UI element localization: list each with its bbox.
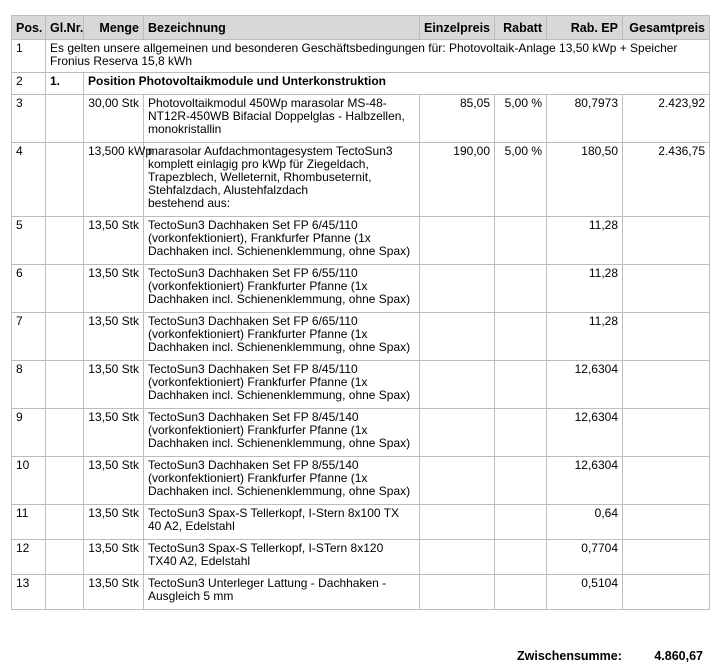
cell-gesamtpreis bbox=[623, 409, 710, 457]
cell-bezeichnung: Photovoltaikmodul 450Wp marasolar MS-48- NT12R-450WB Bifacial Doppelglas - Halbzellen, monokristallin bbox=[144, 95, 420, 143]
cell-menge: 13,50 Stk bbox=[84, 217, 144, 265]
header-rab-ep: Rab. EP bbox=[547, 16, 623, 40]
cell-rab-ep: 180,50 bbox=[547, 143, 623, 217]
cell-gesamtpreis bbox=[623, 540, 710, 575]
cell-pos: 5 bbox=[12, 217, 46, 265]
cell-bezeichnung: TectoSun3 Spax-S Tellerkopf, I-Stern 8x100 TX 40 A2, Edelstahl bbox=[144, 505, 420, 540]
header-bezeichnung: Bezeichnung bbox=[144, 16, 420, 40]
cell-rabatt bbox=[495, 457, 547, 505]
cell-glnr bbox=[46, 217, 84, 265]
cell-einzelpreis: 190,00 bbox=[420, 143, 495, 217]
cell-bezeichnung: TectoSun3 Dachhaken Set FP 6/55/110 (vorkonfektioniert) Frankfurter Pfanne (1x Dachhaken incl. Schienenklemmung, ohne Spax) bbox=[144, 265, 420, 313]
cell-gesamtpreis bbox=[623, 361, 710, 409]
cell-gesamtpreis bbox=[623, 575, 710, 610]
cell-menge: 13,500 kWp bbox=[84, 143, 144, 217]
cell-rabatt bbox=[495, 409, 547, 457]
cell-glnr: 1. bbox=[46, 73, 84, 95]
cell-glnr bbox=[46, 361, 84, 409]
header-einzelpreis: Einzelpreis bbox=[420, 16, 495, 40]
cell-rab-ep: 12,6304 bbox=[547, 409, 623, 457]
cell-einzelpreis bbox=[420, 575, 495, 610]
table-row bbox=[12, 409, 710, 457]
cell-rabatt bbox=[495, 575, 547, 610]
cell-rab-ep: 11,28 bbox=[547, 265, 623, 313]
cell-bezeichnung: TectoSun3 Unterleger Lattung - Dachhaken - Ausgleich 5 mm bbox=[144, 575, 420, 610]
cell-menge: 13,50 Stk bbox=[84, 575, 144, 610]
cell-bezeichnung: TectoSun3 Dachhaken Set FP 6/65/110 (vorkonfektioniert) Frankfurter Pfanne (1x Dachhaken incl. Schienenklemmung, ohne Spax) bbox=[144, 313, 420, 361]
cell-glnr bbox=[46, 95, 84, 143]
cell-pos: 12 bbox=[12, 540, 46, 575]
cell-rab-ep: 12,6304 bbox=[547, 361, 623, 409]
table-row bbox=[12, 361, 710, 409]
cell-rab-ep: 11,28 bbox=[547, 313, 623, 361]
table-row bbox=[12, 575, 710, 610]
cell-glnr bbox=[46, 313, 84, 361]
cell-glnr bbox=[46, 265, 84, 313]
header-pos: Pos. bbox=[12, 16, 46, 40]
table-header-row bbox=[12, 16, 710, 40]
table-row bbox=[12, 313, 710, 361]
cell-menge: 13,50 Stk bbox=[84, 265, 144, 313]
cell-pos: 8 bbox=[12, 361, 46, 409]
table-row bbox=[12, 265, 710, 313]
table-row bbox=[12, 95, 710, 143]
cell-rabatt bbox=[495, 313, 547, 361]
cell-gesamtpreis bbox=[623, 457, 710, 505]
table-row bbox=[12, 505, 710, 540]
cell-menge: 13,50 Stk bbox=[84, 313, 144, 361]
cell-glnr bbox=[46, 575, 84, 610]
cell-glnr bbox=[46, 143, 84, 217]
cell-gesamtpreis bbox=[623, 313, 710, 361]
cell-rabatt: 5,00 % bbox=[495, 95, 547, 143]
cell-rab-ep: 0,64 bbox=[547, 505, 623, 540]
cell-glnr bbox=[46, 505, 84, 540]
note-row bbox=[12, 40, 710, 73]
cell-menge: 13,50 Stk bbox=[84, 409, 144, 457]
header-glnr: Gl.Nr. bbox=[46, 16, 84, 40]
cell-einzelpreis bbox=[420, 540, 495, 575]
cell-rabatt bbox=[495, 505, 547, 540]
cell-pos: 2 bbox=[12, 73, 46, 95]
cell-pos: 11 bbox=[12, 505, 46, 540]
cell-bezeichnung: TectoSun3 Dachhaken Set FP 6/45/110 (vorkonfektioniert), Frankfurfer Pfanne (1x Dachhaken incl. Schienenklemmung, ohne Spax) bbox=[144, 217, 420, 265]
cell-menge: 13,50 Stk bbox=[84, 505, 144, 540]
cell-gesamtpreis bbox=[623, 217, 710, 265]
cell-bezeichnung: TectoSun3 Dachhaken Set FP 8/55/140 (vorkonfektioniert) Frankfurfer Pfanne (1x Dachhaken incl. Schienenklemmung, ohne Spax) bbox=[144, 457, 420, 505]
cell-rabatt bbox=[495, 265, 547, 313]
section-title: Position Photovoltaikmodule und Unterkonstruktion bbox=[84, 73, 710, 95]
cell-einzelpreis bbox=[420, 409, 495, 457]
subtotal-label: Zwischensumme: bbox=[517, 649, 622, 663]
cell-gesamtpreis bbox=[623, 265, 710, 313]
cell-einzelpreis bbox=[420, 361, 495, 409]
cell-rabatt bbox=[495, 361, 547, 409]
cell-pos: 6 bbox=[12, 265, 46, 313]
cell-pos: 13 bbox=[12, 575, 46, 610]
cell-einzelpreis bbox=[420, 217, 495, 265]
cell-pos: 7 bbox=[12, 313, 46, 361]
cell-rabatt bbox=[495, 540, 547, 575]
cell-rab-ep: 0,5104 bbox=[547, 575, 623, 610]
cell-pos: 10 bbox=[12, 457, 46, 505]
cell-einzelpreis: 85,05 bbox=[420, 95, 495, 143]
cell-einzelpreis bbox=[420, 505, 495, 540]
cell-rabatt: 5,00 % bbox=[495, 143, 547, 217]
line-items-table bbox=[11, 15, 710, 610]
cell-bezeichnung: marasolar Aufdachmontagesystem TectoSun3 komplett einlagig pro kWp für Ziegeldach, Trapezblech, Welleternit, Rhombuseternit, Stehfalzdach, Alustehfalzdach bestehend aus: bbox=[144, 143, 420, 217]
cell-rab-ep: 0,7704 bbox=[547, 540, 623, 575]
cell-menge: 13,50 Stk bbox=[84, 457, 144, 505]
cell-menge: 13,50 Stk bbox=[84, 540, 144, 575]
cell-einzelpreis bbox=[420, 457, 495, 505]
cell-rab-ep: 12,6304 bbox=[547, 457, 623, 505]
cell-gesamtpreis: 2.423,92 bbox=[623, 95, 710, 143]
table-row bbox=[12, 540, 710, 575]
cell-gesamtpreis bbox=[623, 505, 710, 540]
table-row bbox=[12, 143, 710, 217]
cell-rab-ep: 11,28 bbox=[547, 217, 623, 265]
cell-bezeichnung: TectoSun3 Spax-S Tellerkopf, I-STern 8x120 TX40 A2, Edelstahl bbox=[144, 540, 420, 575]
cell-bezeichnung: TectoSun3 Dachhaken Set FP 8/45/140 (vorkonfektioniert) Frankfurfer Pfanne (1x Dachhaken incl. Schienenklemmung, ohne Spax) bbox=[144, 409, 420, 457]
cell-pos: 9 bbox=[12, 409, 46, 457]
subtotal-value: 4.860,67 bbox=[654, 649, 703, 663]
cell-gesamtpreis: 2.436,75 bbox=[623, 143, 710, 217]
table-row bbox=[12, 457, 710, 505]
cell-rab-ep: 80,7973 bbox=[547, 95, 623, 143]
terms-note: Es gelten unsere allgemeinen und besonderen Geschäftsbedingungen für: Photovoltaik-Anlage 13,50 kWp + Speicher Fronius Reserva 15,8 kWh bbox=[46, 40, 710, 73]
header-rabatt: Rabatt bbox=[495, 16, 547, 40]
cell-glnr bbox=[46, 540, 84, 575]
cell-pos: 1 bbox=[12, 40, 46, 73]
cell-einzelpreis bbox=[420, 265, 495, 313]
cell-bezeichnung: TectoSun3 Dachhaken Set FP 8/45/110 (vorkonfektioniert) Frankfurfer Pfanne (1x Dachhaken incl. Schienenklemmung, ohne Spax) bbox=[144, 361, 420, 409]
section-row bbox=[12, 73, 710, 95]
cell-einzelpreis bbox=[420, 313, 495, 361]
cell-glnr bbox=[46, 409, 84, 457]
cell-pos: 4 bbox=[12, 143, 46, 217]
header-menge: Menge bbox=[84, 16, 144, 40]
cell-glnr bbox=[46, 457, 84, 505]
table-row bbox=[12, 217, 710, 265]
header-gesamtpreis: Gesamtpreis bbox=[623, 16, 710, 40]
cell-rabatt bbox=[495, 217, 547, 265]
cell-menge: 13,50 Stk bbox=[84, 361, 144, 409]
cell-pos: 3 bbox=[12, 95, 46, 143]
cell-menge: 30,00 Stk bbox=[84, 95, 144, 143]
